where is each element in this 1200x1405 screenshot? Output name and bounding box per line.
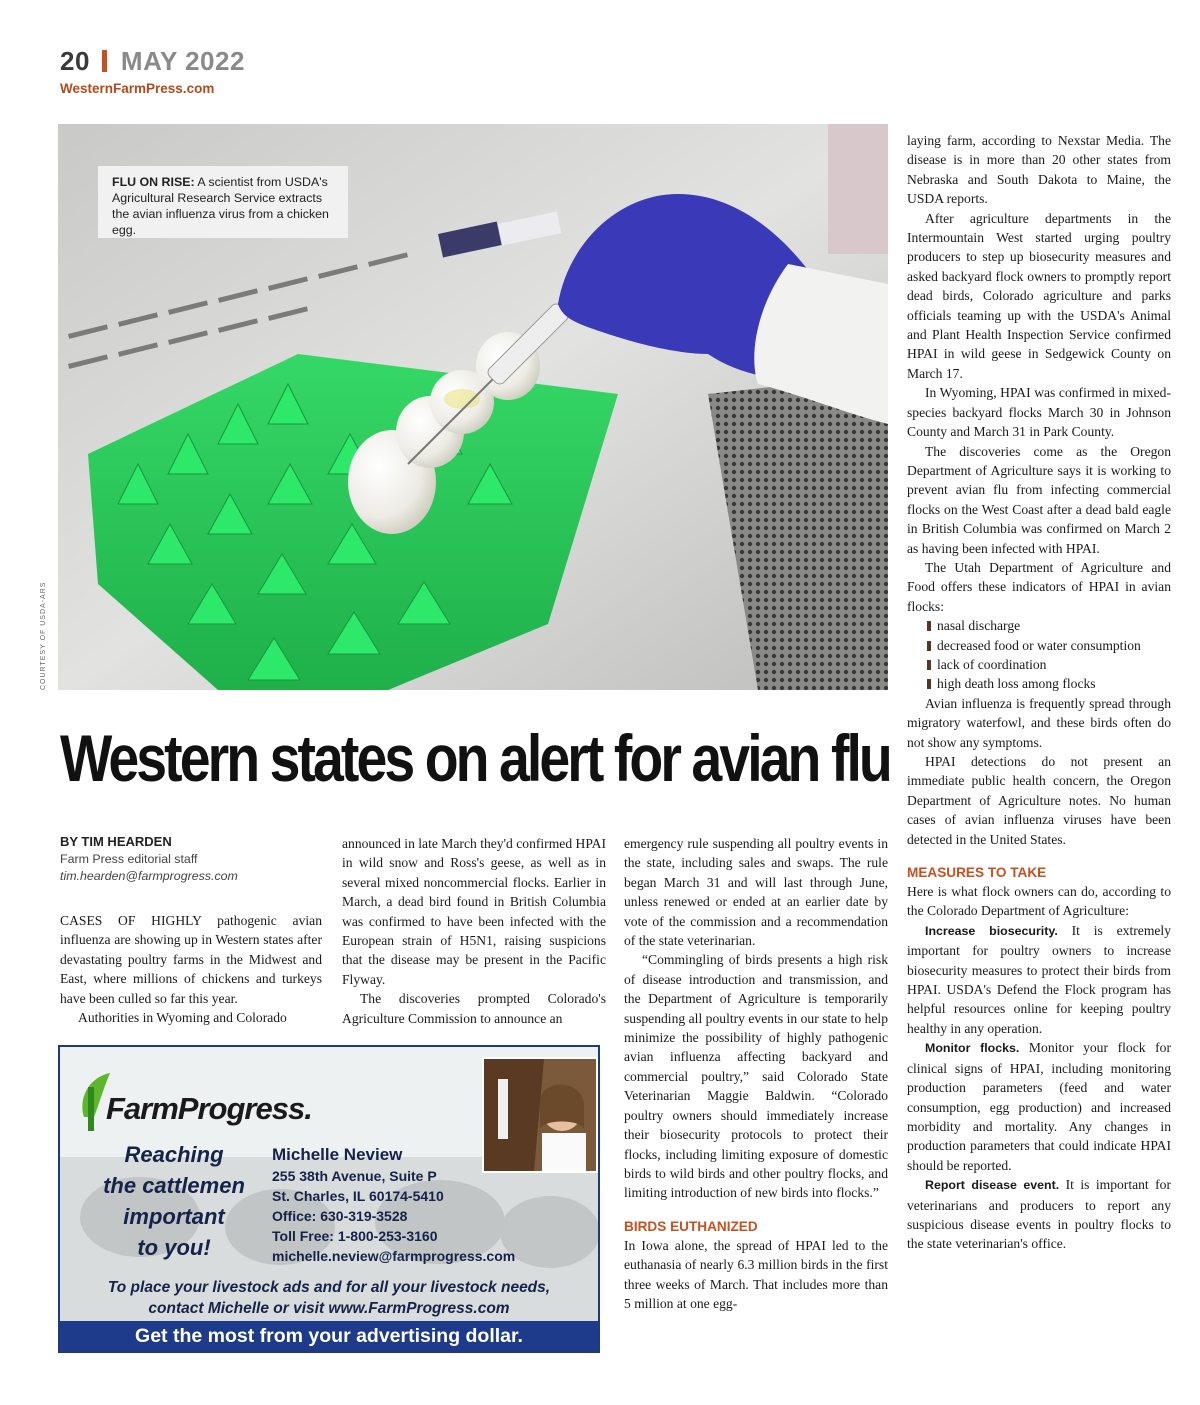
farmprogress-ad[interactable]: [58, 1045, 600, 1353]
farmprogress-logo: FarmProgress.: [106, 1091, 312, 1126]
article-column-3: [624, 834, 888, 1313]
author-name: BY TIM HEARDEN: [60, 834, 172, 849]
author-role: Farm Press editorial staff: [60, 852, 198, 866]
byline: [60, 834, 330, 883]
page-number: 20: [60, 46, 90, 76]
col3-paragraph-3: In Iowa alone, the spread of HPAI led to the euthanasia of nearly 6.3 million birds in the first three weeks of March. That includes more than 5 million at one egg-: [624, 1237, 888, 1311]
measure-monitor: [907, 1038, 1171, 1175]
measure-text: It is extremely important for poultry owners to increase biosecurity measures to protect their birds from HPAI. USDA's Defend the Flock program has helpful resources online for keeping poultry healthy in any operation.: [907, 922, 1172, 1036]
issue-date: MAY 2022: [120, 46, 245, 76]
list-item: lack of coordination: [927, 655, 1171, 674]
tagline-line-1: To place your livestock ads and for all your livestock needs,: [107, 1279, 551, 1296]
col1-paragraph-2: Authorities in Wyoming and Colorado: [78, 1010, 287, 1026]
col3-paragraph-2: “Commingling of birds presents a high risk of disease introduction and transmission, and the Department of Agriculture is temporarily suspending all poultry events in our state to help minimize the possibility of highly pathogenic avian influenza affecting backyard and commercial poultry,” said Colorado State Veterinarian Maggie Baldwin. “Colorado poultry owners should immediately increase their biosecurity protocols to protect their flocks, including limiting exposure of domestic birds to wild birds and other poultry flocks, and limiting introduction of new birds into flocks.”: [624, 952, 888, 1201]
photo-credit: COURTESY OF USDA-ARS: [40, 581, 47, 690]
col4-paragraph-4: The discoveries come as the Oregon Department of Agriculture says it is working to prevent avian flu from infecting commercial flocks on the West Coast after a dead bald eagle in British Columbia was confirmed on March 2 as having been infected with HPAI.: [907, 443, 1171, 556]
site-url[interactable]: WesternFarmPress.com: [60, 81, 215, 96]
measure-report: [907, 1175, 1171, 1254]
contact-email[interactable]: michelle.neview@farmprogress.com: [272, 1248, 516, 1264]
slogan-line: to you!: [137, 1235, 211, 1260]
folio-divider: [102, 50, 107, 72]
slogan-line: the cattlemen: [103, 1173, 245, 1198]
subhead-birds-euthanized: BIRDS EUTHANIZED: [624, 1218, 758, 1234]
list-item: nasal discharge: [927, 616, 1171, 635]
ad-tagline: [60, 1277, 598, 1319]
measure-text: It is important for veterinarians and producers to report any suspicious disease events in poultry flocks to the state veterinarian's office.: [907, 1177, 1171, 1252]
col4-paragraph-7: HPAI detections do not present an immediate public health concern, the Oregon Department of Agriculture notes. No human cases of avian influenza viruses have been detected in the United States.: [907, 754, 1171, 847]
author-email[interactable]: tim.hearden@farmprogress.com: [60, 869, 238, 883]
col4-paragraph-8: Here is what flock owners can do, according to the Colorado Department of Agriculture:: [907, 884, 1171, 919]
contact-toll-free[interactable]: Toll Free: 1-800-253-3160: [272, 1228, 438, 1244]
article-column-2: [342, 834, 606, 1028]
page-folio: [60, 46, 245, 77]
col2-paragraph-2: The discoveries prompted Colorado's Agriculture Commission to announce an: [342, 991, 606, 1026]
col4-paragraph-1: laying farm, according to Nexstar Media. The disease is in more than 20 other states from Nebraska and South Dakota to Maine, the USDA reports.: [907, 133, 1171, 207]
article-headline: Western states on alert for avian flu: [60, 721, 890, 795]
measure-biosecurity: [907, 921, 1171, 1038]
col4-paragraph-5: The Utah Department of Agriculture and Food offers these indicators of HPAI in avian flocks:: [907, 559, 1171, 614]
col4-paragraph-3: In Wyoming, HPAI was confirmed in mixed-species backyard flocks March 30 in Johnson County and March 31 in Park County.: [907, 385, 1171, 440]
list-item: decreased food or water consumption: [927, 636, 1171, 655]
contact-city: St. Charles, IL 60174-5410: [272, 1188, 444, 1204]
article-column-1: [60, 911, 322, 1027]
contact-name: Michelle Neview: [272, 1145, 403, 1164]
tagline-line-2[interactable]: contact Michelle or visit www.FarmProgress.com: [148, 1300, 510, 1317]
caption-lead: FLU ON RISE:: [112, 175, 195, 189]
col3-paragraph-1: emergency rule suspending all poultry events in the state, including sales and swaps. The rule began March 31 and will last through June, unless renewed or ended at an earlier date by vote of the commission and a recommendation of the state veterinarian.: [624, 836, 888, 949]
col4-paragraph-6: Avian influenza is frequently spread through migratory waterfowl, and these birds often do not show any symptoms.: [907, 695, 1171, 750]
measure-lead: Report disease event.: [925, 1178, 1060, 1193]
measure-lead: Increase biosecurity.: [925, 923, 1058, 938]
slogan-line: important: [123, 1204, 225, 1229]
slogan-line: Reaching: [124, 1142, 224, 1167]
hpai-indicator-list: [907, 616, 1171, 694]
measure-lead: Monitor flocks.: [925, 1041, 1020, 1056]
photo-caption: [98, 166, 348, 238]
col4-paragraph-2: After agriculture departments in the Intermountain West started urging poultry producers to step up biosecurity measures and asked backyard flock owners to promptly report dead birds, Colorado agriculture and parks officials teaming up with the USDA's Animal and Plant Health Inspection Service confirmed HPAI in wild geese in Sedgewick County on March 17.: [907, 210, 1171, 381]
ad-banner: Get the most from your advertising dollar.: [60, 1321, 598, 1351]
measure-text: Monitor your flock for clinical signs of HPAI, including monitoring production parameters (feed and water consumption, egg production) and increased morbidity and mortality. Any changes in production parameters that could indicate HPAI should be reported.: [907, 1040, 1171, 1173]
contact-office-phone[interactable]: Office: 630-319-3528: [272, 1208, 408, 1224]
article-column-4: [907, 131, 1171, 1254]
contact-address: 255 38th Avenue, Suite P: [272, 1168, 437, 1184]
ad-contact-block: [272, 1144, 515, 1266]
list-item: high death loss among flocks: [927, 674, 1171, 693]
col2-paragraph-1: announced in late March they'd confirmed HPAI in wild snow and Ross's geese, as well as in several mixed noncommercial flocks. Earlier in March, a dead bird found in British Columbia was confirmed to have been infected with the European strain of H5N1, raising suspicions that the disease may be present in the Pacific Flyway.: [342, 836, 606, 987]
ad-reaching-slogan: [74, 1139, 274, 1263]
subhead-measures-to-take: MEASURES TO TAKE: [907, 865, 1047, 881]
col1-paragraph-1: CASES OF HIGHLY pathogenic avian influenza are showing up in Western states after devastating poultry farms in the Midwest and East, where millions of chickens and turkeys have been culled so far this year.: [60, 913, 322, 1006]
caption-text: A scientist from USDA's Agricultural Research Service extracts the avian influenza virus from a chicken egg.: [112, 175, 329, 237]
